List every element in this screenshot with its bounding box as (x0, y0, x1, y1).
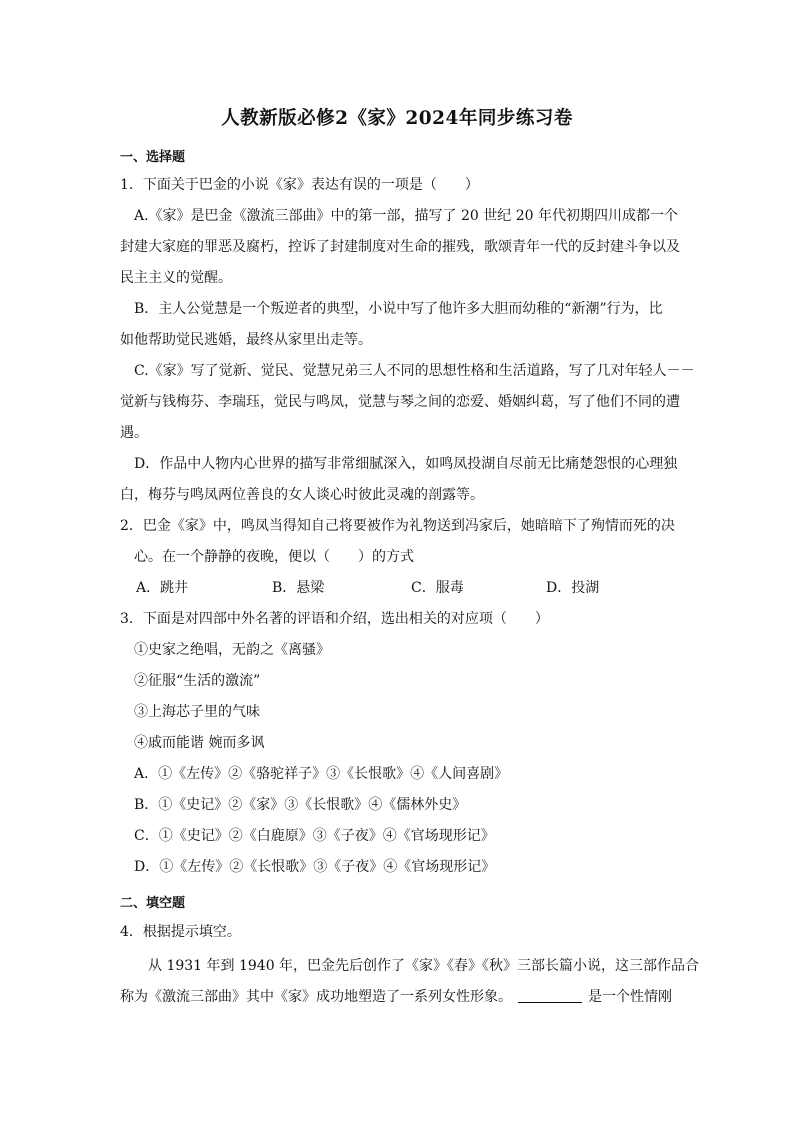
q3-option-a: A．①《左传》②《骆驼祥子》③《长恨歌》④《人间喜剧》 (134, 766, 509, 782)
q1-option-a-line3: 民主主义的觉醒。 (120, 270, 232, 286)
q1-option-c-line2: 觉新与钱梅芬、李瑞珏，觉民与鸣凤，觉慧与琴之间的恋爱、婚姻纠葛，写了他们不同的遭 (120, 394, 680, 410)
q3-option-c: C．①《史记》②《白鹿原》③《子夜》④《官场现形记》 (134, 828, 495, 844)
question-2-stem-line2: 心。在一个静静的夜晚，便以（ ）的方式 (134, 549, 414, 565)
page-title: 人教新版必修2《家》2024年同步练习卷 (221, 108, 573, 129)
q4-paragraph-line2-text: 称为《激流三部曲》其中《家》成功地塑造了一系列女性形象。 (120, 989, 512, 1005)
q1-option-b-line1: B．主人公觉慧是一个叛逆者的典型，小说中写了他许多大胆而幼稚的“新潮”行为，比 (134, 301, 663, 317)
q2-option-c: C．服毒 (411, 580, 464, 596)
q4-paragraph-line1: 从 1931 年到 1940 年，巴金先后创作了《家》《春》《秋》三部长篇小说，这三部作品合 (148, 958, 700, 974)
q2-option-d: D．投湖 (546, 580, 600, 596)
question-2-stem-line1: 2．巴金《家》中，鸣凤当得知自己将要被作为礼物送到冯家后，她暗暗下了殉情而死的决 (120, 518, 675, 534)
q3-item-4: ④戚而能谐 婉而多讽 (134, 735, 265, 751)
q4-paragraph-line2 (120, 987, 680, 1007)
q3-item-3: ③上海芯子里的气味 (134, 704, 260, 720)
q1-option-c-line3: 遇。 (120, 425, 148, 441)
q1-option-d-line2: 白，梅芬与鸣凤两位善良的女人谈心时彼此灵魂的剖露等。 (120, 487, 484, 503)
q1-option-c-line1: C.《家》写了觉新、觉民、觉慧兄弟三人不同的思想性格和生活道路，写了几对年轻人－－ (134, 363, 695, 379)
q3-item-1: ①史家之绝唱，无韵之《离骚》 (134, 642, 330, 658)
question-4-stem: 4．根据提示填空。 (120, 924, 241, 940)
q3-option-b: B．①《史记》②《家》③《长恨歌》④《儒林外史》 (134, 797, 467, 813)
q1-option-a-line1: A.《家》是巴金《激流三部曲》中的第一部，描写了 20 世纪 20 年代初期四川成都一个 (134, 208, 678, 224)
question-3-stem: 3．下面是对四部中外名著的评语和介绍，选出相关的对应项（ ） (120, 611, 549, 627)
q3-option-d: D．①《左传》②《长恨歌》③《子夜》④《官场现形记》 (134, 859, 496, 875)
q1-option-a-line2: 封建大家庭的罪恶及腐朽，控诉了封建制度对生命的摧残，歌颂青年一代的反封建斗争以及 (120, 239, 680, 255)
q2-option-b: B．悬梁 (272, 580, 325, 596)
q2-option-a: A．跳井 (136, 580, 189, 596)
q4-paragraph-line2-tail: 是一个性情刚 (588, 989, 672, 1005)
q3-item-2: ②征服“生活的激流” (134, 673, 261, 689)
question-1-stem: 1．下面关于巴金的小说《家》表达有误的一项是（ ） (120, 177, 479, 193)
q1-option-d-line1: D．作品中人物内心世界的描写非常细腻深入，如鸣凤投湖自尽前无比痛楚怨恨的心理独 (134, 456, 678, 472)
q1-option-b-line2: 如他帮助觉民逃婚，最终从家里出走等。 (120, 332, 372, 348)
section-heading-fill: 二、填空题 (120, 896, 186, 911)
answer-blank[interactable] (518, 987, 582, 1003)
section-heading-choice: 一、选择题 (120, 150, 186, 165)
